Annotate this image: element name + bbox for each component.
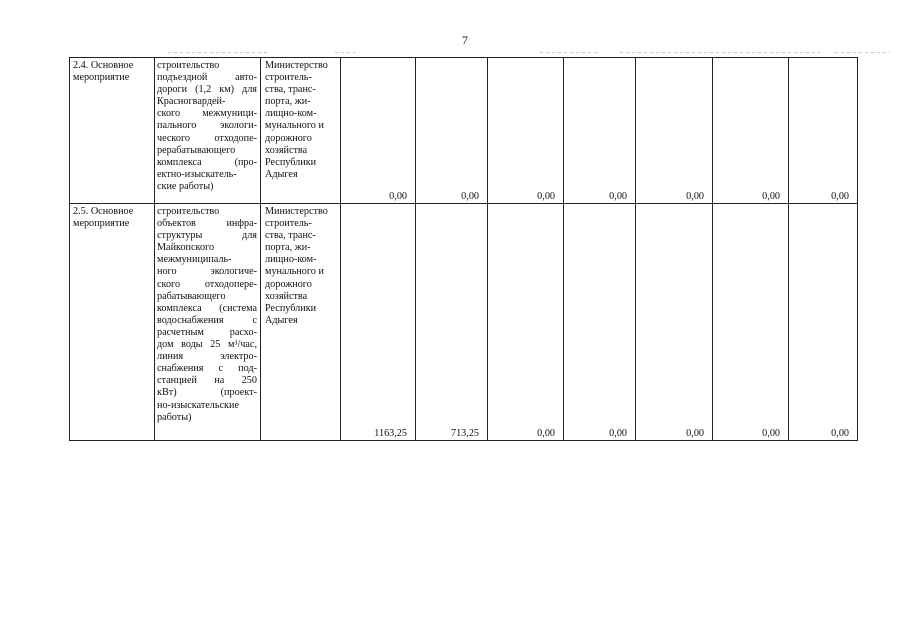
measure-description-line: Майкопского [157,242,215,254]
measure-label-cell [70,204,155,441]
table-body [70,58,858,441]
value-cell: 0,00 [564,204,636,441]
measure-description-line: строительство [157,206,220,217]
measure-description-line: рерабатывающего [157,144,236,156]
value-cell: 0,00 [789,204,858,441]
scan-artifact-line [335,52,355,53]
executor-line: порта, жи- [265,96,311,108]
measure-description-line: расчетным расхо- [157,326,257,338]
value-cell: 0,00 [564,58,636,204]
executor-line: хозяйства [265,144,308,156]
measure-label-line: 2.4. Основное [73,60,134,71]
table-row [70,58,858,204]
measure-description-line: ного экологиче- [157,266,257,278]
measure-description-line: ского отходопере- [157,278,257,290]
measure-description-line: межмуниципаль- [157,254,232,266]
executor-line: лищно-ком- [265,108,317,120]
executor-line: порта, жи- [265,242,311,254]
measure-description-line: ского межмуници- [157,108,257,120]
measures-table [69,57,858,441]
measure-description-line: ческого отходопе- [157,132,257,144]
measure-description-line: ские работы) [157,180,214,192]
measure-description-line: подъездной авто- [157,72,257,84]
executor-line: лищно-ком- [265,254,317,266]
scan-artifact-line [540,52,600,53]
value-cell: 0,00 [713,204,789,441]
executor-line: Республики [265,156,317,168]
scan-artifact-line [835,52,890,53]
value-cell: 0,00 [636,204,713,441]
page-number: 7 [462,33,468,47]
scan-artifact-line [620,52,820,53]
executor-line: хозяйства [265,290,308,302]
measure-description-line: снабжения с под- [157,363,257,375]
executor-line: строитель- [265,218,312,230]
executor-line: Адыгея [265,314,298,326]
value-cell: 0,00 [789,58,858,204]
executor-line: ства, транс- [265,230,316,242]
executor-line: мунального и [265,266,324,278]
measure-description-line: линия электро- [157,351,257,363]
measure-description-line: объектов инфра- [157,218,257,230]
executor-line: Республики [265,302,317,314]
value-cell: 0,00 [488,204,564,441]
value-cell: 713,25 [416,204,488,441]
measure-description-line: ектно-изыскатель- [157,168,237,180]
executor-line: ства, транс- [265,84,316,96]
value-cell: 0,00 [713,58,789,204]
measure-label-cell [70,58,155,204]
measure-description-line: водоснабжения с [157,314,257,326]
value-cell: 0,00 [416,58,488,204]
measure-description-cell [155,204,261,441]
measure-description-line: пального экологи- [157,120,257,132]
measure-description-cell [155,58,261,204]
executor-cell [261,58,341,204]
executor-line: Министерство [265,206,328,217]
measure-description-line: но-изыскательские [157,399,239,411]
value-cell: 1163,25 [341,204,416,441]
measure-description-line: рабатывающего [157,290,226,302]
measure-description-line: работы) [157,411,192,423]
measure-description-line: комплекса (про- [157,156,257,168]
executor-cell [261,204,341,441]
table-row [70,204,858,441]
measure-description-line: комплекса (система [157,302,257,314]
value-cell: 0,00 [636,58,713,204]
value-cell: 0,00 [341,58,416,204]
measure-label-line: 2.5. Основное [73,206,134,217]
measure-description-line: структуры для [157,230,257,242]
value-cell: 0,00 [488,58,564,204]
measure-description-line: кВт) (проект- [157,387,257,399]
measure-label-line: мероприятие [73,72,130,84]
measure-description-line: станцией на 250 [157,375,257,387]
executor-line: дорожного [265,132,312,144]
executor-line: строитель- [265,72,312,84]
measure-description-line: дороги (1,2 км) для [157,84,257,96]
measure-label-line: мероприятие [73,218,130,230]
scan-artifact-line [168,52,268,53]
executor-line: мунального и [265,120,324,132]
executor-line: дорожного [265,278,312,290]
measure-description-line: строительство [157,60,220,71]
executor-line: Адыгея [265,168,298,180]
executor-line: Министерство [265,60,328,71]
measure-description-line: Красногвардей- [157,96,226,108]
measure-description-line: дом воды 25 м³/час, [157,339,257,351]
